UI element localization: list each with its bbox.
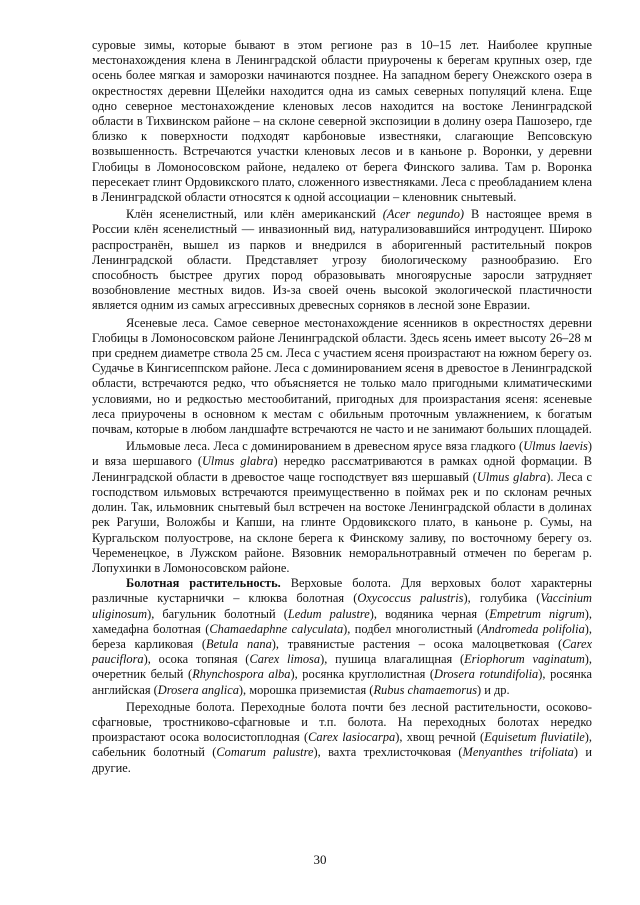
text-run: Переходные болота. Переходные болота почти без лесной растительности, осоково-сфагновые, тростниково-сфагновые и т.п. болота. На переходных болотах нередко произрастают осока волосистоплодная ( [92, 699, 592, 745]
text-run: ), морошка приземистая ( [238, 682, 374, 697]
latin-name: (Acer negundo) [382, 207, 465, 222]
text-run: Верховые болота. Для верховых болот характерны различные кустарнички – клюква болотная ( [92, 576, 592, 606]
latin-name: Oxycoccus palustris [357, 591, 464, 606]
latin-name: Ulmus glabra [201, 454, 274, 469]
latin-name: Carex lasiocarpa [308, 730, 396, 745]
text-run: ), голубика ( [463, 591, 541, 606]
text-run: ), подбел многолистный ( [343, 621, 482, 636]
latin-name: Rhynchospora alba [192, 667, 291, 682]
paragraph-acer-negundo [92, 207, 592, 313]
text-run: ), осока топяная ( [143, 652, 250, 667]
text-run: ) нередко рассматриваются в рамках одной формации. В Ленинградской области в древостое чаще господствует вяз шершавый ( [92, 454, 593, 484]
latin-name: Andromeda polifolia [481, 621, 585, 636]
latin-name: Comarum palustre [216, 745, 314, 760]
paragraph-maple-locations [92, 38, 592, 205]
latin-name: Ulmus laevis [523, 439, 588, 454]
page-number: 30 [313, 852, 327, 867]
latin-name: Eriophorum vaginatum [464, 652, 585, 667]
latin-name: Ledum palustre [287, 606, 370, 621]
text-run: ), росянка английская ( [92, 667, 592, 697]
text-run: ), сабельник болотный ( [92, 730, 592, 760]
text-run: Ильмовые леса. Леса с доминированием в древесном ярусе вяза гладкого ( [126, 439, 524, 454]
latin-name: Ulmus glabra [476, 469, 547, 484]
paragraph-bog-vegetation [92, 576, 592, 698]
paragraph-transitional-bogs [92, 700, 592, 776]
latin-name: Rubus chamaemorus [373, 682, 478, 697]
text-run: ) и другие. [92, 745, 592, 775]
text-run: ), пушица влагалищная ( [320, 652, 465, 667]
text-run: ), вахта трехлисточковая ( [313, 745, 463, 760]
text-run: ), хвощ речной ( [395, 730, 485, 745]
latin-name: Menyanthes trifoliata [462, 745, 574, 760]
text-run: ), росянка круглолистная ( [290, 667, 435, 682]
text-run: ), очеретник белый ( [92, 652, 592, 682]
latin-name: Chamaedaphne calyculata [209, 621, 344, 636]
text-run: Ясеневые леса. Самое северное местонахождение ясенников в окрестностях деревни Глобицы в Ломоносовском районе Ленинградской области. Здесь ясень имеет высоту 26–28 м при среднем диаметре ствола 25 см. Леса с участием ясеня произрастают на южном берегу оз. Судачье в Кингисеппском районе. Леса с доминированием ясеня в древостое в Ленинградской области, встречаются редко, что объясняется не только мало пригодными климатическими условиями, но и редкостью местообитаний, пригодных для произрастания ясеня: ясеневые леса приурочены в основном к местам с обильным проточным увлажнением, к богатым почвам, которые в любом ландшафте встречаются не часто и не занимают больших площадей. [92, 315, 592, 437]
paragraph-elm-forests [92, 439, 592, 576]
text-run: ), хамедафна болотная ( [92, 606, 592, 636]
text-run: ), береза карликовая ( [92, 621, 592, 651]
latin-name: Empetrum nigrum [489, 606, 585, 621]
text-run: ). Леса с господством ильмовых встречаются преимущественно в поймах рек и по склонам речных долин. Так, ильмовник снытевый был встречен на востоке Ленинградской области в долинах рек Рагуши, Воложбы и Капши, на глинте Ордовикского плато, в каньоне р. Сумы, на Кургальском полуострове, на склоне берега к Финскому заливу, по восточному берегу оз. Череменецкое, в Лужском районе. Вязовник неморальнотравный отмечен по берегам р. Лопухинки в Ломоносовском районе. [92, 469, 592, 575]
text-run: суровые зимы, которые бывают в этом регионе раз в 10–15 лет. Наиболее крупные местонахождения клена в Ленинградской области приурочены к берегам крупных озер, где осень более мягкая и заморозки начинаются позднее. На западном берегу Онежского озера в окрестностях деревни Щелейки находится одна из самых северных популяций клена. Еще одно северное местонахождение кленовых лесов находится на востоке Ленинградской области в Тихвинском районе – на склоне северной экспозиции в долину озера Пашозеро, где близко к поверхности подходят карбоновые известняки, слагающие Вепсовскую возвышенность. Встречаются участки кленовых лесов и в каньоне р. Воронки, у деревни Глобицы в Ломоносовском районе, недалеко от берега Финского залива. Там р. Воронка пересекает глинт Ордовикского плато, сложенного известняками. Леса с преобладанием клена в Ленинградской области относятся к одной ассоциации – кленовник снытевый. [92, 38, 592, 205]
latin-name: Vaccinium uliginosum [92, 591, 592, 621]
latin-name: Equisetum fluviatile [484, 730, 585, 745]
latin-name: Carex limosa [249, 652, 321, 667]
text-run: В настоящее время в России клён ясенелистный — инвазионный вид, натурализовавшийся интродуцент. Широко распространён, вышел из парков и внедрился в аборигенный растительный покров Ленинградской области. Представляет угрозу биологическому разнообразию. Его способность быстрее других пород образовывать многоярусные заросли затрудняет возобновление местных видов. Из-за своей очень высокой экологической пластичности является одним из самых агрессивных древесных сорняков в лесной зоне Евразии. [92, 207, 593, 313]
section-heading: Болотная растительность. [126, 576, 281, 591]
text-run: ), травянистые растения – осока малоцветковая ( [271, 636, 563, 651]
text-run: ), багульник болотный ( [147, 606, 288, 621]
text-run: ) и др. [477, 682, 510, 697]
text-run: ), водяника черная ( [369, 606, 490, 621]
text-run: ) и вяза шершавого ( [92, 439, 593, 469]
latin-name: Drosera anglica [157, 682, 239, 697]
latin-name: Drosera rotundifolia [434, 667, 539, 682]
latin-name: Betula nana [206, 636, 272, 651]
latin-name: Carex pauciflora [92, 636, 592, 667]
page-body [92, 38, 592, 776]
paragraph-ash-forests [92, 316, 592, 438]
text-run: Клён ясенелистный, или клён американский [126, 207, 383, 222]
